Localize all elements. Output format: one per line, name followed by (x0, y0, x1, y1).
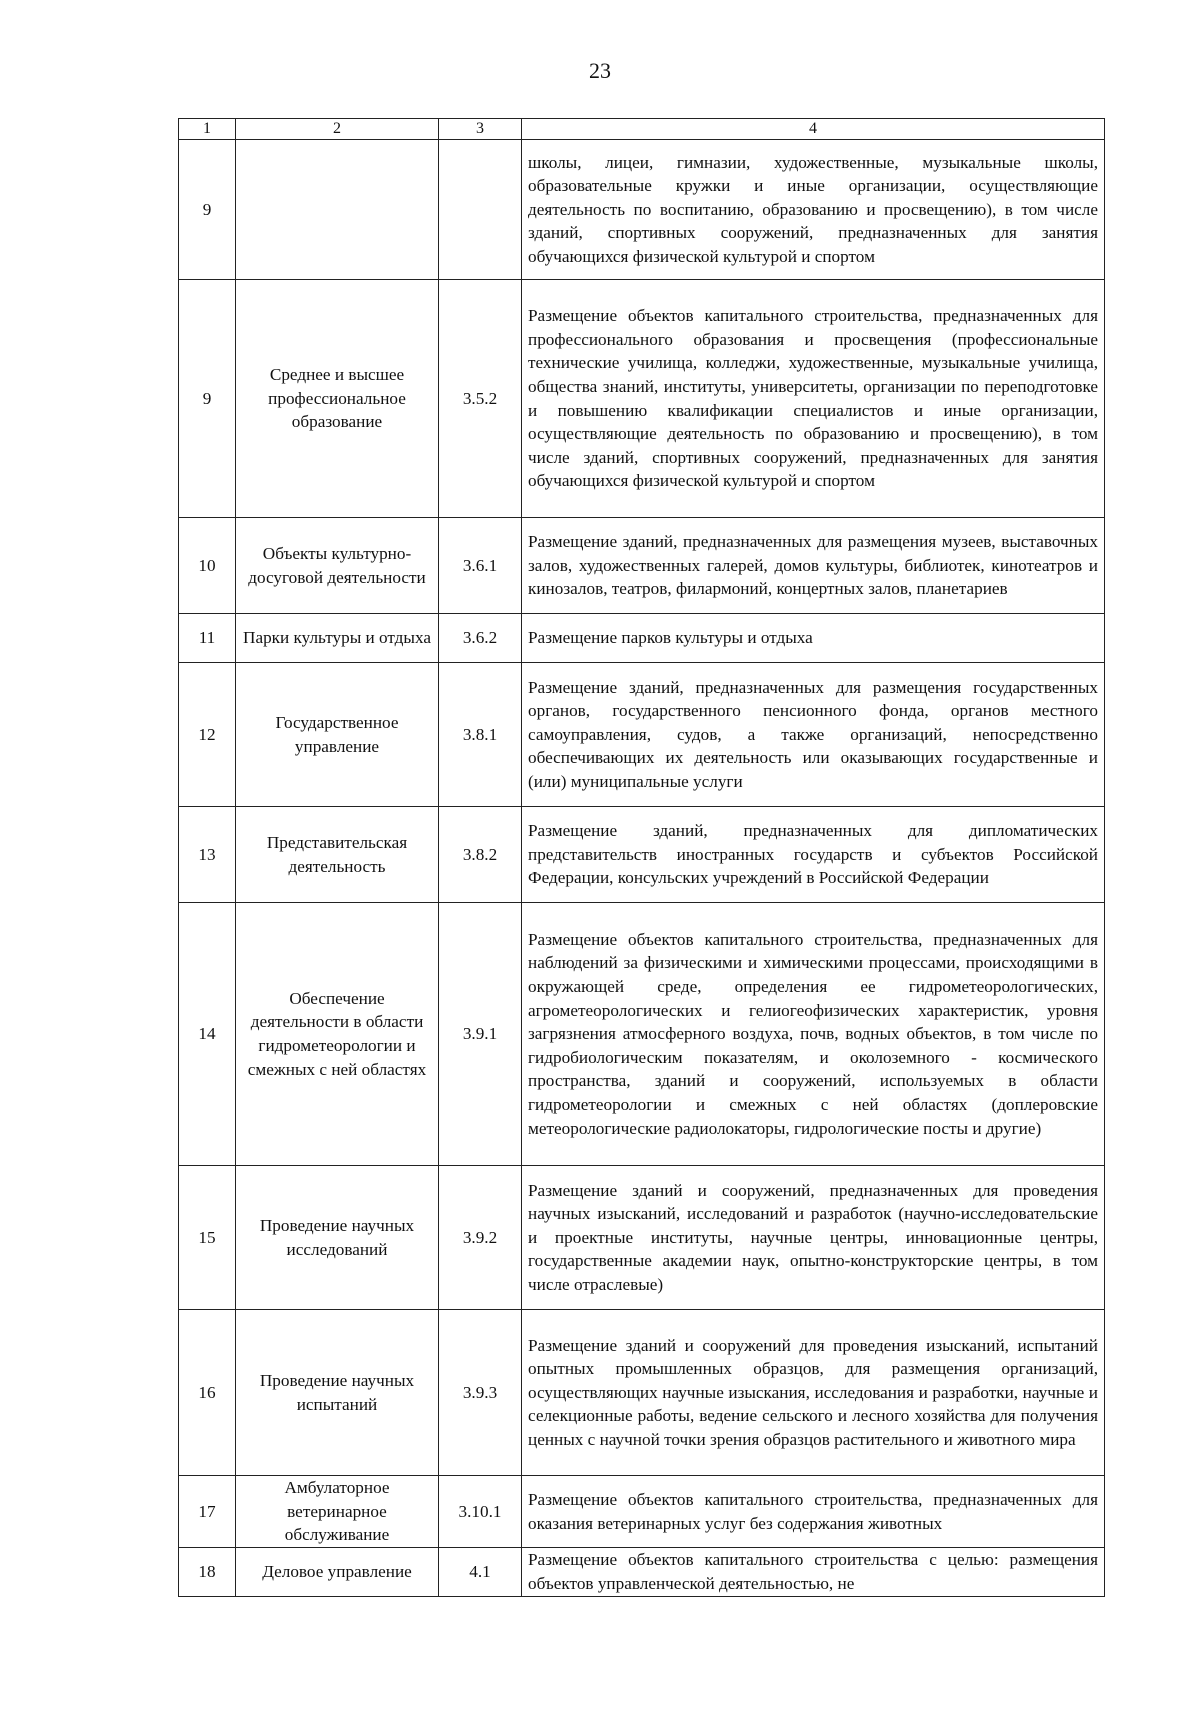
row-code: 3.8.1 (439, 663, 522, 807)
row-code: 3.9.3 (439, 1310, 522, 1476)
row-name: Представительская деятельность (236, 807, 439, 903)
row-code: 3.5.2 (439, 280, 522, 518)
row-number: 15 (179, 1166, 236, 1310)
row-code: 3.6.2 (439, 614, 522, 663)
row-name: Проведение научных испытаний (236, 1310, 439, 1476)
header-col-2: 2 (236, 119, 439, 140)
row-code: 3.8.2 (439, 807, 522, 903)
row-number: 17 (179, 1476, 236, 1548)
table-row (179, 1166, 1105, 1310)
row-description: Размещение парков культуры и отдыха (522, 614, 1105, 663)
row-number: 13 (179, 807, 236, 903)
row-number: 11 (179, 614, 236, 663)
table-row (179, 1476, 1105, 1548)
row-code: 3.9.2 (439, 1166, 522, 1310)
row-name: Государственное управление (236, 663, 439, 807)
row-description: Размещение зданий, предназначенных для размещения музеев, выставочных залов, художественных галерей, домов культуры, библиотек, кинотеатров и кинозалов, театров, филармоний, концертных залов, планетариев (522, 518, 1105, 614)
table-row (179, 1548, 1105, 1597)
table-row (179, 663, 1105, 807)
row-description: Размещение объектов капитального строительства, предназначенных для наблюдений за физическими и химическими процессами, происходящими в окружающей среде, определения ее гидрометеорологических, агрометеорологических и гелиогеофизических характеристик, уровня загрязнения атмосферного воздуха, почв, водных объектов, в том числе по гидробиологическим показателям, и околоземного - космического пространства, зданий и сооружений, используемых в области гидрометеорологии и смежных с ней областях (доплеровские метеорологические радиолокаторы, гидрологические посты и другие) (522, 903, 1105, 1166)
table-row (179, 807, 1105, 903)
row-number: 12 (179, 663, 236, 807)
row-description: школы, лицеи, гимназии, художественные, музыкальные школы, образовательные кружки и иные организации, осуществляющие деятельность по воспитанию, образованию и просвещению), в том числе зданий, спортивных сооружений, предназначенных для занятия обучающихся физической культурой и спортом (522, 140, 1105, 280)
row-name: Амбулаторное ветеринарное обслуживание (236, 1476, 439, 1548)
row-description: Размещение объектов капитального строительства, предназначенных для профессионального образования и просвещения (профессиональные технические училища, колледжи, художественные, музыкальные училища, общества знаний, институты, университеты, организации по переподготовке и повышению квалификации специалистов и иные организации, осуществляющие деятельность по образованию и просвещению), в том числе зданий, спортивных сооружений, предназначенных для занятия обучающихся физической культурой и спортом (522, 280, 1105, 518)
row-description: Размещение зданий и сооружений для проведения изысканий, испытаний опытных промышленных образцов, для размещения организаций, осуществляющих научные изыскания, исследования и разработки, научные и селекционные работы, ведение сельского и лесного хозяйства для получения ценных с научной точки зрения образцов растительного и животного мира (522, 1310, 1105, 1476)
row-name: Деловое управление (236, 1548, 439, 1597)
page-number: 23 (589, 58, 611, 83)
row-code: 3.9.1 (439, 903, 522, 1166)
table-row (179, 280, 1105, 518)
header-col-3: 3 (439, 119, 522, 140)
row-description: Размещение объектов капитального строительства с целью: размещения объектов управленческой деятельностью, не (522, 1548, 1105, 1597)
row-name: Среднее и высшее профессиональное образование (236, 280, 439, 518)
header-col-1: 1 (179, 119, 236, 140)
row-number: 10 (179, 518, 236, 614)
table-row (179, 903, 1105, 1166)
row-name: Проведение научных исследований (236, 1166, 439, 1310)
table-row (179, 614, 1105, 663)
row-description: Размещение зданий, предназначенных для размещения государственных органов, государственного пенсионного фонда, органов местного самоуправления, судов, а также организаций, непосредственно обеспечивающих их деятельность или оказывающих государственные и (или) муниципальные услуги (522, 663, 1105, 807)
row-code: 3.10.1 (439, 1476, 522, 1548)
row-name: Обеспечение деятельности в области гидрометеорологии и смежных с ней областях (236, 903, 439, 1166)
row-number: 9 (179, 140, 236, 280)
row-description: Размещение зданий, предназначенных для дипломатических представительств иностранных государств и субъектов Российской Федерации, консульских учреждений в Российской Федерации (522, 807, 1105, 903)
row-number: 9 (179, 280, 236, 518)
row-name: Парки культуры и отдыха (236, 614, 439, 663)
table-header-row (179, 119, 1105, 140)
row-name (236, 140, 439, 280)
row-number: 16 (179, 1310, 236, 1476)
row-code: 4.1 (439, 1548, 522, 1597)
row-number: 18 (179, 1548, 236, 1597)
row-description: Размещение зданий и сооружений, предназначенных для проведения научных изысканий, исследований и разработок (научно-исследовательские и проектные институты, научные центры, инновационные центры, государственные академии наук, опытно-конструкторские центры, в том числе отраслевые) (522, 1166, 1105, 1310)
land-use-table (178, 118, 1105, 1597)
row-code: 3.6.1 (439, 518, 522, 614)
row-description: Размещение объектов капитального строительства, предназначенных для оказания ветеринарных услуг без содержания животных (522, 1476, 1105, 1548)
header-col-4: 4 (522, 119, 1105, 140)
table-row (179, 518, 1105, 614)
table-row (179, 1310, 1105, 1476)
table-row (179, 140, 1105, 280)
row-name: Объекты культурно-досуговой деятельности (236, 518, 439, 614)
row-number: 14 (179, 903, 236, 1166)
row-code (439, 140, 522, 280)
